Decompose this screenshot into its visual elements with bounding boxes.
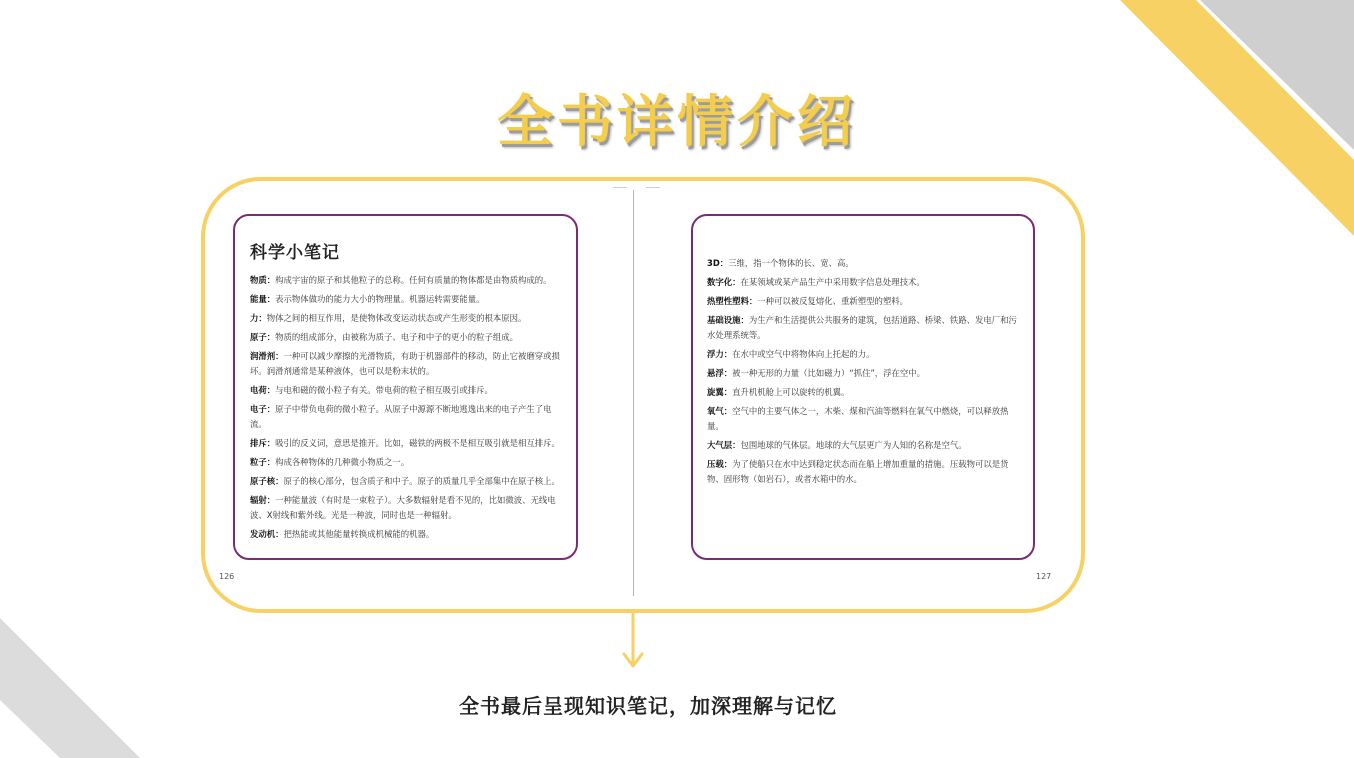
note-entry <box>250 436 564 451</box>
note-term: 电子： <box>250 404 276 414</box>
note-definition: 一种能量波（有时是一束粒子）。大多数辐射是看不见的，比如微波、无线电波、X射线和紫外线。光是一种波，同时也是一种辐射。 <box>250 495 556 520</box>
bottom-left-gray-stripe <box>0 618 140 758</box>
note-entry <box>707 457 1023 487</box>
note-entry <box>250 349 564 379</box>
note-term: 氧气： <box>707 406 733 416</box>
note-entry <box>250 493 564 523</box>
note-definition: 吸引的反义词，意思是推开。比如，磁铁的两极不是相互吸引就是相互排斥。 <box>275 438 560 448</box>
note-definition: 在某领域或某产品生产中采用数字信息处理技术。 <box>740 277 925 287</box>
note-definition: 一种可以被反复熔化、重新塑型的塑料。 <box>757 296 908 306</box>
note-definition: 物体之间的相互作用，是使物体改变运动状态或产生形变的根本原因。 <box>266 313 527 323</box>
note-definition: 空气中的主要气体之一，木柴、煤和汽油等燃料在氧气中燃烧，可以释放热量。 <box>707 406 1009 431</box>
caption: 全书最后呈现知识笔记，加深理解与记忆 <box>459 694 837 718</box>
note-definition: 为生产和生活提供公共服务的建筑，包括道路、桥梁、铁路、发电厂和污水处理系统等。 <box>707 315 1017 340</box>
note-term: 润滑剂： <box>250 351 284 361</box>
note-entry <box>250 292 564 307</box>
note-entry <box>250 527 564 542</box>
note-term: 排斥： <box>250 438 276 448</box>
note-term: 发动机： <box>250 529 284 539</box>
note-definition: 被一种无形的力量（比如磁力）“抓住”，浮在空中。 <box>732 368 926 378</box>
note-term: 悬浮： <box>707 368 733 378</box>
note-entry <box>707 404 1023 434</box>
note-entry <box>707 256 1023 271</box>
note-term: 能量： <box>250 294 276 304</box>
note-term: 基础设施： <box>707 315 749 325</box>
note-entry <box>707 347 1023 362</box>
note-term: 热塑性塑料： <box>707 296 758 306</box>
left-notes-box <box>233 214 578 560</box>
right-page-number: 127 <box>1036 572 1052 581</box>
left-page-number: 126 <box>219 572 235 581</box>
note-entry <box>707 366 1023 381</box>
note-entry <box>707 438 1023 453</box>
note-definition: 原子中带负电荷的微小粒子。从原子中源源不断地逃逸出来的电子产生了电流。 <box>250 404 552 429</box>
note-entry <box>250 383 564 398</box>
note-entry <box>707 313 1023 343</box>
note-entry <box>250 474 564 489</box>
notes-heading: 科学小笔记 <box>250 243 340 263</box>
note-entry <box>250 402 564 432</box>
note-term: 大气层： <box>707 440 741 450</box>
note-definition: 原子的核心部分，包含质子和中子。原子的质量几乎全部集中在原子核上。 <box>283 476 560 486</box>
note-definition: 与电和磁的微小粒子有关。带电荷的粒子相互吸引或排斥。 <box>275 385 493 395</box>
note-entry <box>250 455 564 470</box>
arrow-down-icon <box>618 612 648 672</box>
note-entry <box>250 311 564 326</box>
note-term: 辐射： <box>250 495 276 505</box>
note-entry <box>707 294 1023 309</box>
note-term: 粒子： <box>250 457 276 467</box>
note-term: 浮力： <box>707 349 733 359</box>
note-definition: 包围地球的气体层。地球的大气层更广为人知的名称是空气。 <box>740 440 967 450</box>
note-definition: 物质的组成部分，由被称为质子、电子和中子的更小的粒子组成。 <box>275 332 518 342</box>
spine-tick-left <box>613 187 627 188</box>
note-definition: 构成宇宙的原子和其他粒子的总称。任何有质量的物体都是由物质构成的。 <box>275 275 552 285</box>
note-definition: 把热能或其他能量转换成机械能的机器。 <box>283 529 435 539</box>
note-term: 数字化： <box>707 277 741 287</box>
note-term: 原子核： <box>250 476 284 486</box>
note-term: 旋翼： <box>707 387 733 397</box>
note-entry <box>250 330 564 345</box>
note-definition: 表示物体做功的能力大小的物理量。机器运转需要能量。 <box>275 294 485 304</box>
book-spine <box>633 190 634 596</box>
note-term: 原子： <box>250 332 276 342</box>
note-definition: 直升机机舱上可以旋转的机翼。 <box>732 387 850 397</box>
note-entry <box>707 275 1023 290</box>
spine-tick-right <box>646 187 660 188</box>
page-title: 全书详情介绍 <box>497 90 857 155</box>
note-term: 3D： <box>707 258 729 268</box>
note-definition: 在水中或空气中将物体向上托起的力。 <box>732 349 875 359</box>
note-definition: 为了使船只在水中达到稳定状态而在船上增加重量的措施。压载物可以是货物、固形物（如岩石），或者水箱中的水。 <box>707 459 1009 484</box>
note-definition: 构成各种物体的几种微小物质之一。 <box>275 457 410 467</box>
left-entries-list <box>250 273 564 542</box>
note-entry <box>707 385 1023 400</box>
right-notes-box <box>691 214 1035 560</box>
right-entries-list <box>707 256 1023 487</box>
note-term: 电荷： <box>250 385 276 395</box>
note-definition: 三维，指一个物体的长、宽、高。 <box>728 258 854 268</box>
note-term: 物质： <box>250 275 276 285</box>
note-entry <box>250 273 564 288</box>
note-term: 压载： <box>707 459 733 469</box>
note-definition: 一种可以减少摩擦的光滑物质，有助于机器部件的移动，防止它被磨穿或损坏。润滑剂通常是某种液体，也可以是粉末状的。 <box>250 351 560 376</box>
note-term: 力： <box>250 313 267 323</box>
